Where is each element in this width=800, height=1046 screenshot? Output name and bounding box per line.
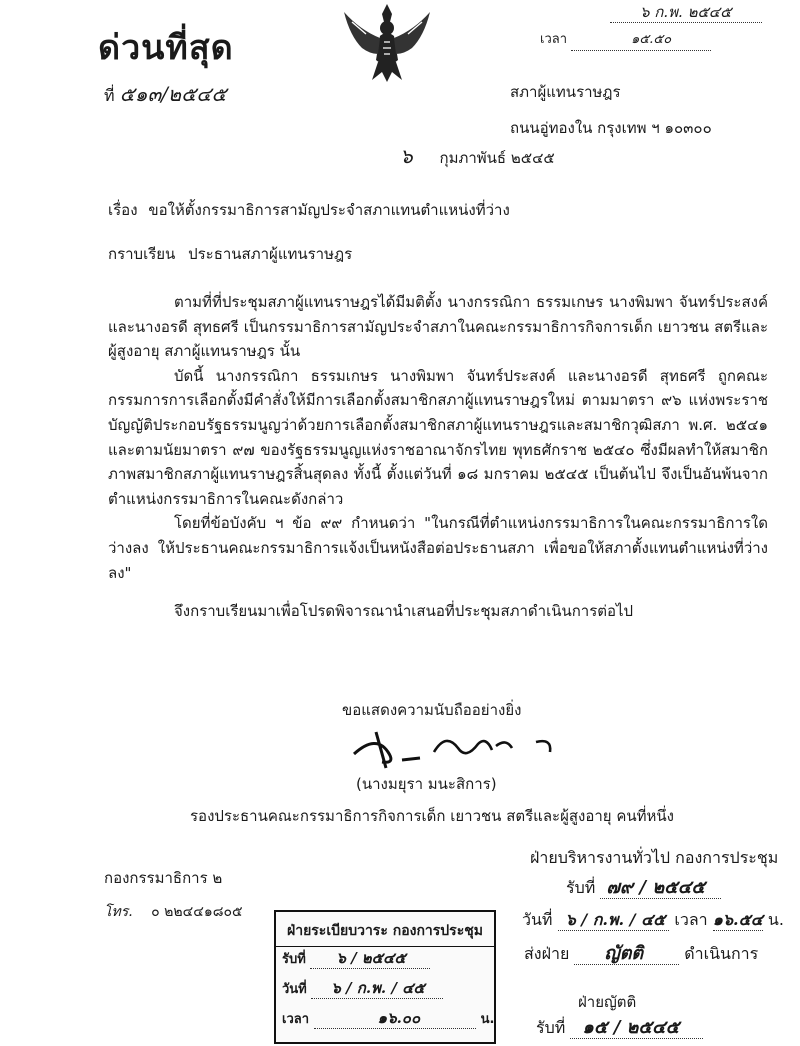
admin-stamp-date-value: ๖ / ก.พ. / ๔๕ [558, 910, 670, 931]
receipt-time-row: เวลา ๑๖.๐๐ น. [282, 1009, 495, 1027]
org-name: สภาผู้แทนราษฎร [510, 83, 621, 101]
footer-phone-value: ๐ ๒๒๔๔๑๘๐๕ [151, 904, 243, 920]
salutation-line [108, 244, 352, 264]
admin-stamp-send-row: ส่งฝ่าย ญัตติ ดำเนินการ [524, 943, 759, 964]
footer-dept: กองกรรมาธิการ ๒ [104, 869, 223, 887]
receipt-no-row: รับที่ ๖ / ๒๕๔๕ [282, 948, 430, 970]
motion-stamp-no-value: ๑๕ / ๒๕๔๕ [570, 1018, 703, 1039]
admin-stamp-no-row: รับที่ ๗๙ / ๒๕๔๕ [566, 878, 721, 899]
agenda-receipt-stamp [274, 910, 496, 1044]
body-paragraph-1: ตามที่ที่ประชุมสภาผู้แทนราษฎรได้มีมติตั้ง นางกรรณิกา ธรรมเกษร นางพิมพา จันทร์ประสงค์ และนางอรดี สุทธศรี เป็นกรรมาธิการสามัญประจำสภาในคณะกรรมาธิการกิจการเด็ก เยาวชน สตรีและผู้สูงอายุ สภาผู้แทนราษฎร นั้น [108, 293, 768, 361]
doc-number [104, 84, 226, 106]
date-month-year: กุมภาพันธ์ ๒๕๔๕ [439, 149, 555, 167]
salutation-label: กราบเรียน [108, 245, 176, 263]
doc-number-value: ๕๑๓/๒๕๔๕ [119, 82, 227, 106]
body-paragraph-4: จึงกราบเรียนมาเพื่อโปรดพิจารณานำเสนอที่ประชุมสภาดำเนินการต่อไป [174, 602, 634, 621]
footer-phone [104, 902, 243, 922]
date-day: ๖ [400, 144, 413, 168]
receipt-date-row: วันที่ ๖ / ก.พ. / ๔๕ [282, 978, 443, 1000]
org-address: ถนนอู่ทองใน กรุงเทพ ฯ ๑๐๓๐๐ [510, 119, 712, 137]
salutation-text: ประธานสภาผู้แทนราษฎร [188, 245, 353, 263]
footer-phone-label: โทร. [104, 904, 133, 920]
top-stamp-time: เวลา ๑๕.๕๐ [540, 30, 711, 51]
receipt-stamp-title: ฝ่ายระเบียบวาระ กองการประชุม [276, 920, 494, 947]
admin-stamp-heading: ฝ่ายบริหารงานทั่วไป กองการประชุม [530, 848, 779, 867]
doc-number-prefix: ที่ [104, 86, 115, 105]
doc-date [400, 146, 555, 168]
body-paragraph-3: โดยที่ข้อบังคับ ฯ ข้อ ๙๙ กำหนดว่า "ในกรณีที่ตำแหน่งกรรมาธิการในคณะกรรมาธิการใดว่างลง ให้ประธานคณะกรรมาธิการแจ้งเป็นหนังสือต่อประธานสภา เพื่อขอให้สภาตั้งแทนตำแหน่งที่ว่างลง" [108, 514, 768, 582]
letter-body [108, 290, 768, 624]
admin-stamp-time-value: ๑๖.๕๔ [712, 910, 763, 929]
signer-title: รองประธานคณะกรรมาธิการกิจการเด็ก เยาวชน สตรีและผู้สูงอายุ คนที่หนึ่ง [190, 807, 674, 825]
top-received-stamp [540, 0, 780, 56]
admin-stamp-send-value: ญัตติ [574, 944, 679, 965]
top-stamp-date: ๖ ก.พ. ๒๕๔๕ [610, 2, 762, 23]
closing-regards: ขอแสดงความนับถืออย่างยิ่ง [342, 701, 522, 719]
receipt-no-value: ๖ / ๒๕๔๕ [310, 948, 429, 969]
subject-text: ขอให้ตั้งกรรมาธิการสามัญประจำสภาแทนตำแหน่งที่ว่าง [148, 201, 510, 219]
garuda-emblem [340, 0, 434, 84]
receipt-time-value: ๑๖.๐๐ [314, 1008, 477, 1029]
signature [346, 724, 566, 770]
admin-stamp-no-value: ๗๙ / ๒๕๔๕ [600, 878, 721, 899]
motion-stamp-no-row: รับที่ ๑๕ / ๒๕๔๕ [536, 1018, 703, 1039]
admin-stamp-date-row: วันที่ ๖ / ก.พ. / ๔๕ เวลา ๑๖.๕๔ น. [522, 910, 784, 929]
subject-label: เรื่อง [108, 201, 138, 219]
body-paragraph-2: บัดนี้ นางกรรณิกา ธรรมเกษร นางพิมพา จันทร์ประสงค์ และนางอรดี สุทธศรี ถูกคณะกรรมการการเลือกตั้งมีคำสั่งให้มีการเลือกตั้งสมาชิกสภาผู้แทนราษฎรใหม่ ตามมาตรา ๙๖ แห่งพระราชบัญญัติประกอบรัฐธรรมนูญว่าด้วยการเลือกตั้งสมาชิกสภาผู้แทนราษฎรและสมาชิกวุฒิสภา พ.ศ. ๒๕๔๑ และตามนัยมาตรา ๙๗ ของรัฐธรรมนูญแห่งราชอาณาจักรไทย พุทธศักราช ๒๕๔๐ ซึ่งมีผลทำให้สมาชิกภาพสมาชิกสภาผู้แทนราษฎรสิ้นสุดลง ทั้งนี้ ตั้งแต่วันที่ ๑๘ มกราคม ๒๕๔๕ เป็นต้นไป จึงเป็นอันพ้นจากตำแหน่งกรรมาธิการในคณะดังกล่าว [108, 366, 768, 508]
subject-line [108, 200, 510, 220]
motion-stamp-heading: ฝ่ายญัตติ [578, 993, 637, 1011]
urgent-label: ด่วนที่สุด [98, 28, 234, 68]
signer-name: (นางมยุรา มนะสิการ) [356, 775, 497, 793]
receipt-date-value: ๖ / ก.พ. / ๔๕ [311, 978, 443, 999]
